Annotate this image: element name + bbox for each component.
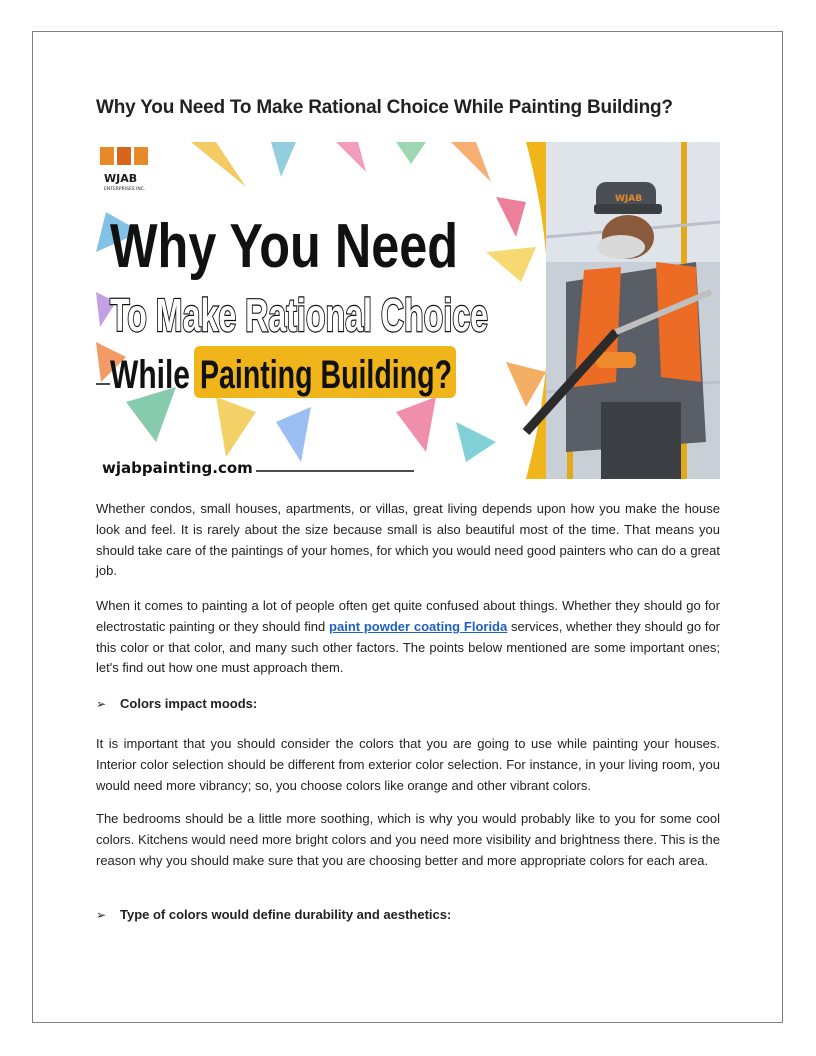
hero-headline-line2: To Make Rational Choice <box>110 289 488 341</box>
bullet-heading: Type of colors would define durability and aesthetics: <box>120 907 452 922</box>
arrow-bullet-icon: ➢ <box>96 907 107 922</box>
arrow-bullet-icon: ➢ <box>96 696 107 711</box>
cap-logo: WJAB <box>615 194 643 204</box>
paragraph-text: When it comes to painting a lot of people often get quite confused about things. Whether they should go for electrostatic painting or they should find <box>96 598 720 634</box>
hero-headline-line1: Why You Need <box>110 212 458 281</box>
hero-headline-line3a: While <box>110 353 190 397</box>
article-title: Why You Need To Make Rational Choice While Painting Building? <box>96 97 673 118</box>
bullet-type-of-colors <box>96 907 451 922</box>
hero-image <box>96 142 720 479</box>
hero-website: wjabpainting.com <box>102 459 253 477</box>
hero-headline-line3b: Painting Building? <box>200 353 452 397</box>
logo-subtext: ENTERPRISES INC. <box>104 187 146 192</box>
bullet-heading: Colors impact moods: <box>120 696 258 711</box>
paragraph-confusion <box>96 596 720 679</box>
bullet-colors-moods <box>96 696 257 711</box>
logo-text: WJAB <box>104 172 138 185</box>
paragraph-bedrooms: The bedrooms should be a little more soothing, which is why you would probably like to you for some cool colors. Kitchens would need more bright colors and you need more visibility and brightness there. This is the reason why you should make sure that you are choosing better and more appropriate colors for each area. <box>96 811 720 868</box>
paragraph-colors: It is important that you should consider the colors that you are going to use while painting your houses. Interior color selection should be different from exterior color selection. For instance, in your living room, you would need more vibrancy; so, you choose colors like orange and other vibrant colors. <box>96 736 720 793</box>
paragraph-text: services, whether they should go for this color or that color, and many such other factors. The points below mentioned are some important ones; let's find out how one must approach them. <box>96 618 721 676</box>
powder-coating-link[interactable]: paint powder coating Florida <box>329 618 508 634</box>
paragraph-intro: Whether condos, small houses, apartments, or villas, great living depends upon how you make the house look and feel. It is rarely about the size because small is also beautiful most of the time. That means you should take care of the paintings of your homes, for which you would need good painters who can do a great job. <box>96 501 720 579</box>
